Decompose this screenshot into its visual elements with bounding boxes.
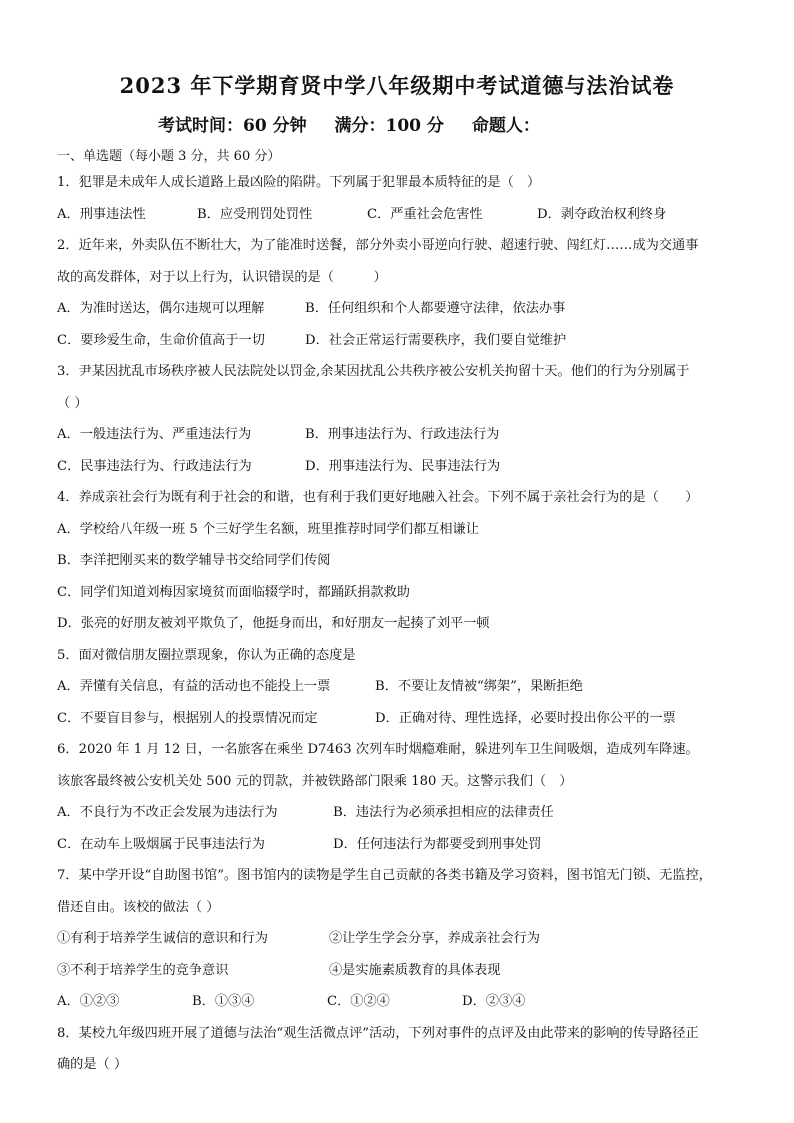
question-5-options-row1 — [57, 671, 747, 703]
option-b: B．任何组织和个人都要遵守法律，依法办事 — [305, 301, 566, 316]
question-6-options-row1 — [57, 797, 747, 829]
option-a: A．①②③ — [57, 994, 120, 1009]
question-6-options-row2 — [57, 829, 747, 861]
exam-score: 满分：100 分 — [334, 116, 444, 136]
question-2-stem-cont: 故的高发群体，对于以上行为，认识错误的是（ ） — [57, 269, 387, 285]
option-d: D．任何违法行为都要受到刑事处罚 — [333, 836, 542, 852]
question-8-stem: 8．某校九年级四班开展了道德与法治“观生活微点评”活动，下列对事件的点评及由此带来的影响的传导路径正 — [57, 1025, 699, 1041]
option-a: A．弄懂有关信息，有益的活动也不能投上一票 — [57, 679, 331, 694]
option-a: A．为准时送达，偶尔违规可以理解 — [57, 301, 265, 316]
question-6-stem: 6．2020 年 1 月 12 日，一名旅客在乘坐 D7463 次列车时烟瘾难耐，躲进列车卫生间吸烟，造成列车降速。 — [57, 742, 699, 757]
option-b: B．应受刑罚处罚性 — [197, 206, 313, 222]
option-b: B．①③④ — [192, 994, 255, 1009]
question-4-stem: 4．养成亲社会行为既有利于社会的和谐，也有利于我们更好地融入社会。下列不属于亲社会行为的是（ ） — [57, 490, 699, 505]
option-d: D．刑事违法行为、民事违法行为 — [305, 458, 501, 474]
question-7-stem: 7．某中学开设“自助图书馆”。图书馆内的读物是学生自己贡献的各类书籍及学习资料，图书馆无门锁、无监控， — [57, 868, 712, 883]
question-7-stem-cont: 借还自由。该校的做法（ ） — [57, 899, 220, 915]
option-d: D．②③④ — [462, 994, 526, 1009]
exam-title: 2023 年下学期育贤中学八年级期中考试道德与法治试卷 — [119, 73, 675, 98]
section-heading: 一、单选题（每小题 3 分，共 60 分） — [57, 149, 281, 164]
statement-1: ①有利于培养学生诚信的意识和行为 — [57, 931, 268, 946]
option-c: C．严重社会危害性 — [367, 206, 483, 222]
option-a: A．不良行为不改正会发展为违法行为 — [57, 805, 278, 820]
option-c: C．①②④ — [327, 994, 390, 1009]
question-7-choices — [57, 986, 747, 1018]
question-3-stem-cont: （ ） — [57, 395, 88, 411]
question-2-options-row1 — [57, 293, 747, 325]
option-c: C．同学们知道刘梅因家境贫而面临辍学时，都踊跃捐款救助 — [57, 584, 410, 600]
option-b: B．刑事违法行为、行政违法行为 — [305, 427, 500, 442]
question-3-options-row1 — [57, 419, 747, 451]
option-d: D．正确对待、理性选择，必要时投出你公平的一票 — [375, 710, 676, 726]
exam-info — [158, 111, 562, 136]
option-a: A．一般违法行为、严重违法行为 — [57, 427, 252, 442]
statement-2: ②让学生学会分享，养成亲社会行为 — [329, 931, 540, 946]
question-5-stem: 5．面对微信朋友圈拉票现象，你认为正确的态度是 — [57, 647, 356, 663]
question-3-stem: 3．尹某因扰乱市场秩序被人民法院处以罚金,余某因扰乱公共秩序被公安机关拘留十天。他们的行为分别属于 — [57, 364, 690, 379]
question-8-stem-cont: 确的是（ ） — [57, 1057, 128, 1072]
option-c: C．不要盲目参与，根据别人的投票情况而定 — [57, 710, 318, 726]
question-1-stem: 1．犯罪是未成年人成长道路上最凶险的陷阱。下列属于犯罪最本质特征的是（ ） — [57, 175, 541, 190]
question-list — [57, 167, 747, 1081]
question-7-statements-row2 — [57, 955, 747, 987]
option-c: C．要珍爱生命，生命价值高于一切 — [57, 332, 265, 348]
question-6-stem-cont: 该旅客最终被公安机关处 500 元的罚款，并被铁路部门限乘 180 天。这警示我们（ ） — [57, 773, 573, 789]
question-5-options-row2 — [57, 703, 747, 735]
exam-time: 考试时间：60 分钟 — [158, 116, 307, 136]
option-b: B．违法行为必须承担相应的法律责任 — [333, 805, 554, 820]
option-a: A．刑事违法性 — [57, 206, 146, 222]
option-d: D．剥夺政治权利终身 — [537, 206, 667, 222]
option-c: C．在动车上吸烟属于民事违法行为 — [57, 836, 265, 852]
option-a: A．学校给八年级一班 5 个三好学生名额，班里推荐时同学们都互相谦让 — [57, 521, 479, 537]
option-d: D．社会正常运行需要秩序，我们要自觉维护 — [305, 332, 567, 348]
option-b: B．不要让友情被“绑架”，果断拒绝 — [375, 679, 583, 694]
question-1-options — [57, 199, 747, 231]
option-d: D．张亮的好朋友被刘平欺负了，他挺身而出，和好朋友一起揍了刘平一顿 — [57, 616, 490, 631]
option-b: B．李洋把刚买来的数学辅导书交给同学们传阅 — [57, 553, 331, 568]
question-7-statements-row1 — [57, 923, 747, 955]
statement-4: ④是实施素质教育的具体表现 — [329, 962, 501, 978]
question-2-stem: 2．近年来，外卖队伍不断壮大，为了能准时送餐，部分外卖小哥逆向行驶、超速行驶、闯红灯……成为交通事 — [57, 238, 699, 253]
question-2-options-row2 — [57, 325, 747, 357]
option-c: C．民事违法行为、行政违法行为 — [57, 458, 252, 474]
statement-3: ③不利于培养学生的竞争意识 — [57, 962, 229, 978]
question-3-options-row2 — [57, 451, 747, 483]
exam-author: 命题人： — [471, 116, 540, 136]
